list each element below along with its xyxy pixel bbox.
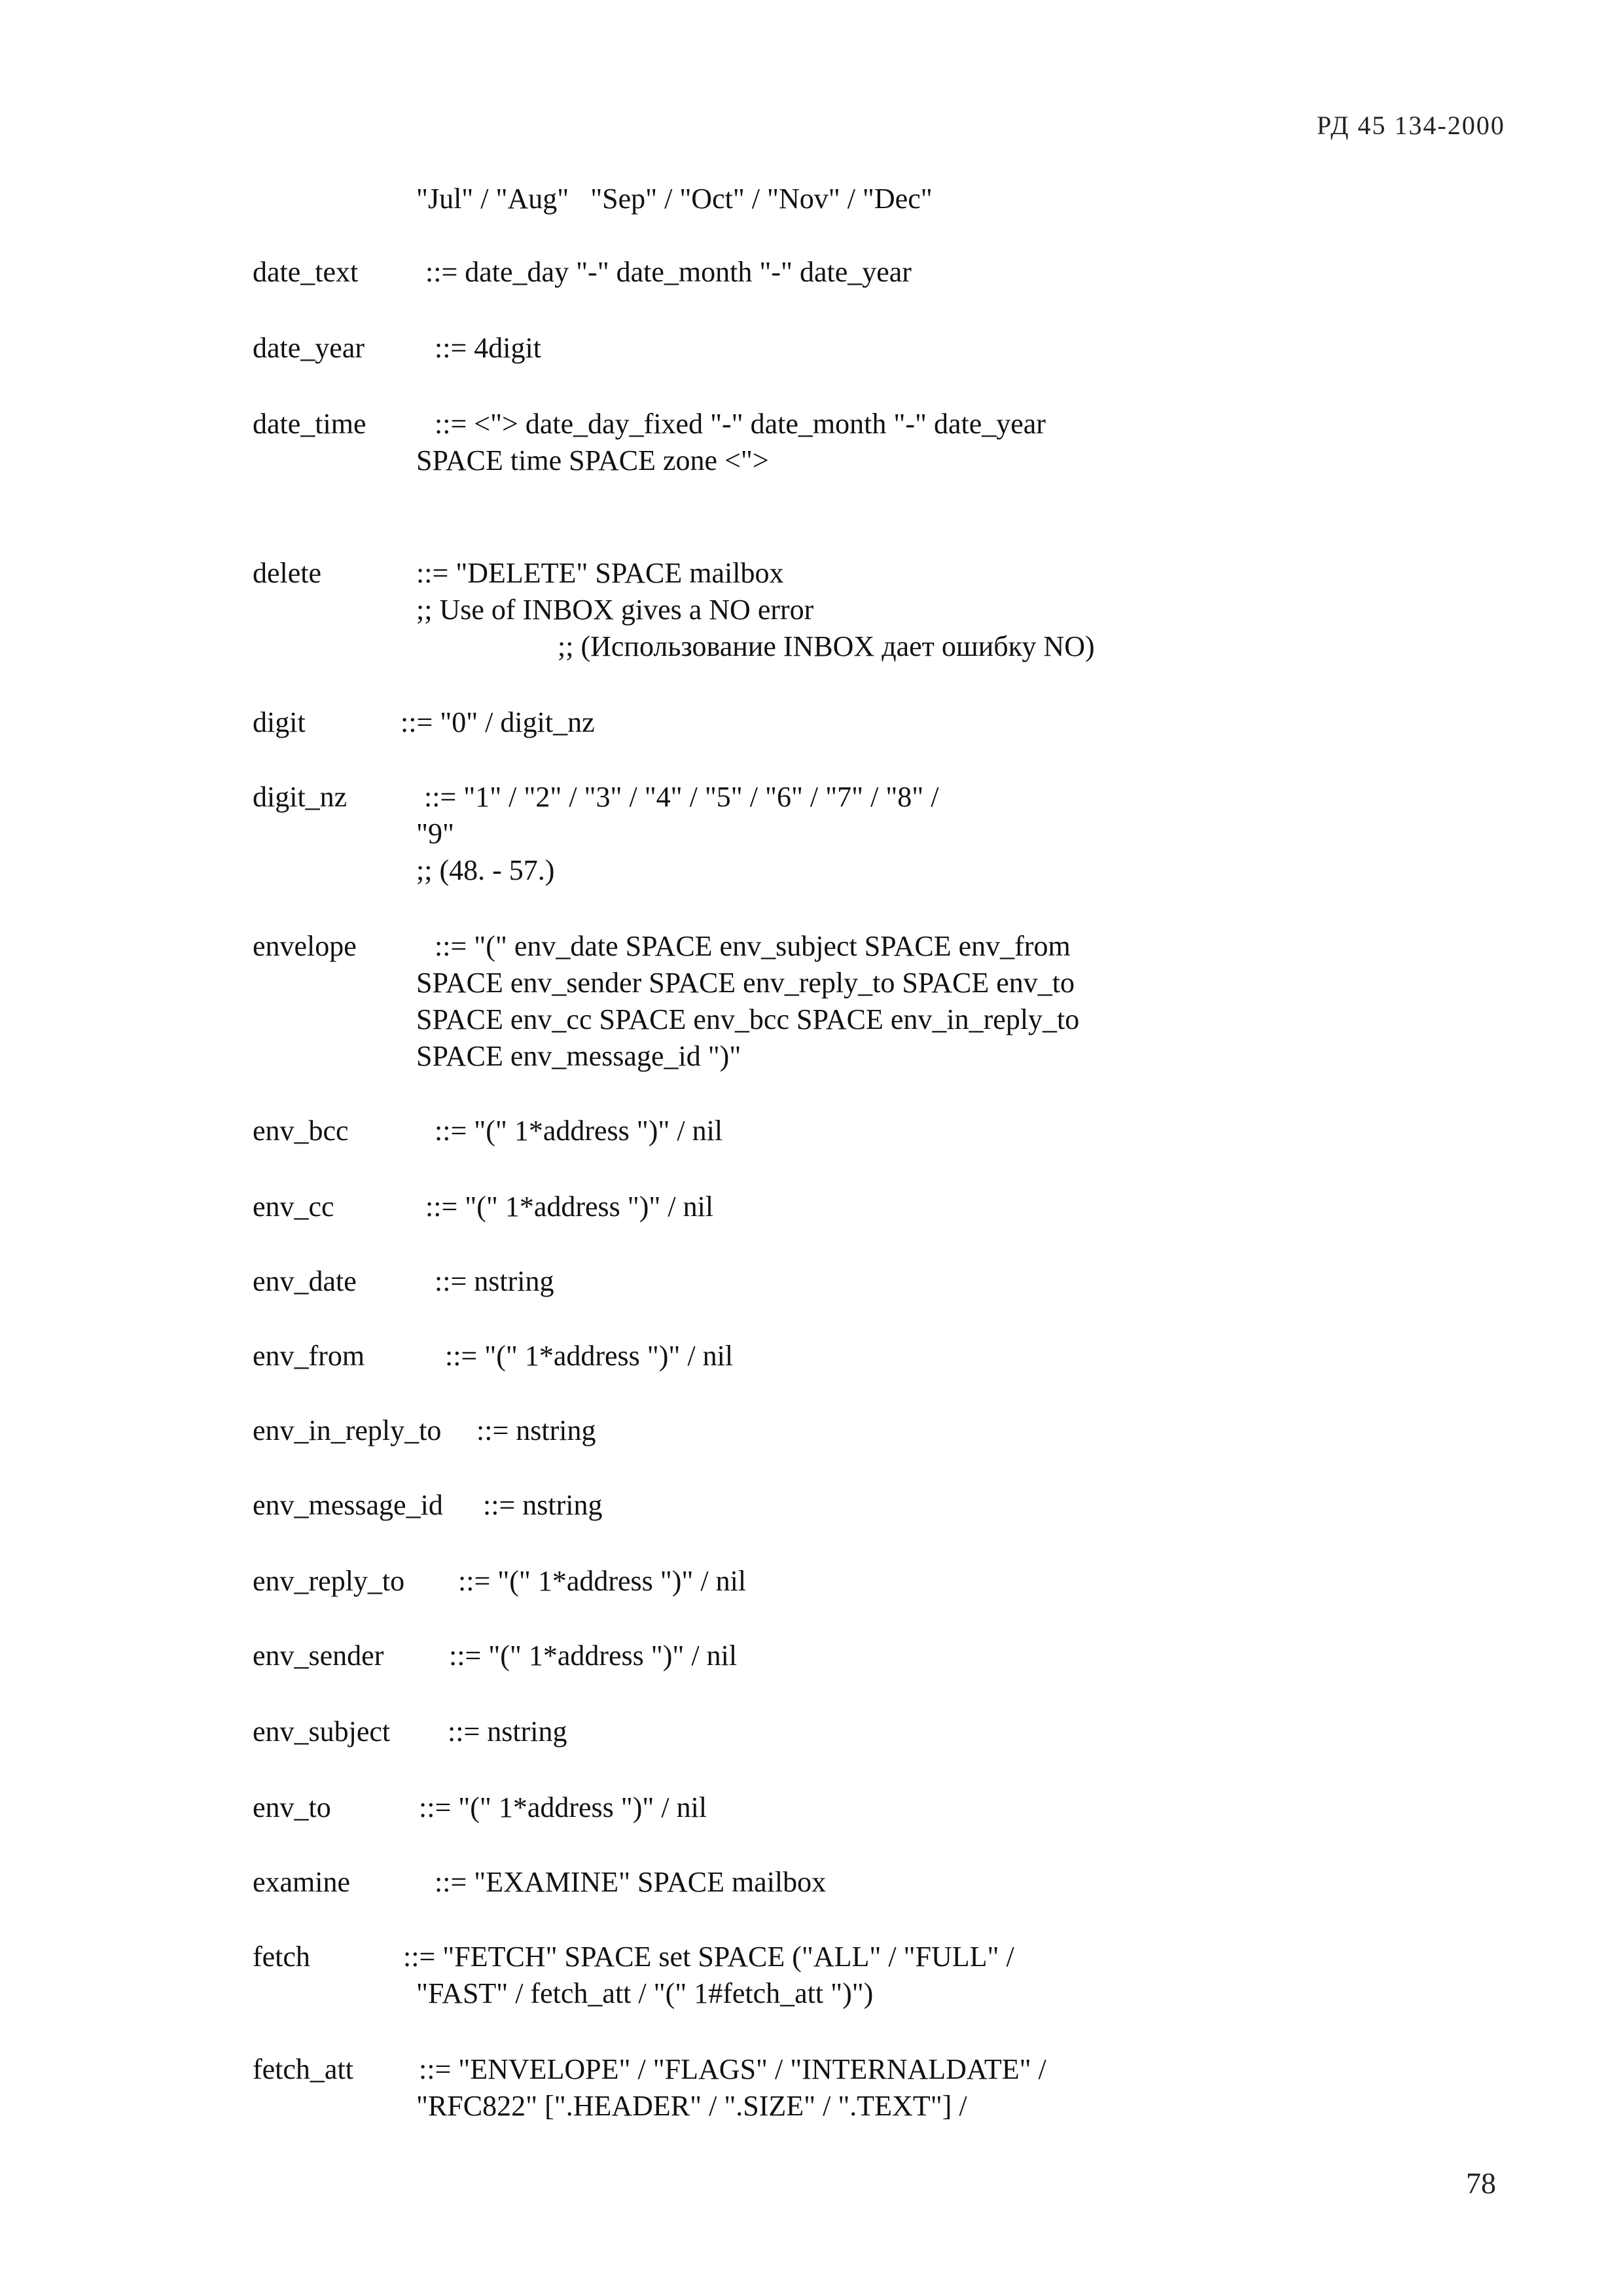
rule-definition: ::= date_day "-" date_month "-" date_year xyxy=(425,256,912,288)
rule-definition: ::= 4digit xyxy=(435,332,541,364)
rule-term: env_to xyxy=(253,1791,331,1823)
rule-definition: ::= nstring xyxy=(483,1489,603,1521)
rule-term: date_text xyxy=(253,256,359,288)
rule-definition: ::= "(" env_date SPACE env_subject SPACE env_from xyxy=(435,930,1071,962)
rule-term: env_message_id xyxy=(253,1489,443,1521)
rule-definition: "9" xyxy=(416,817,454,850)
rule-definition: ::= "ENVELOPE" / "FLAGS" / "INTERNALDATE" / xyxy=(419,2053,1046,2085)
rule-definition: ::= "(" 1*address ")" / nil xyxy=(435,1115,723,1147)
rule-definition: ::= "EXAMINE" SPACE mailbox xyxy=(435,1866,827,1898)
rule-term: env_subject xyxy=(253,1715,391,1748)
rule-definition: ::= "(" 1*address ")" / nil xyxy=(458,1565,747,1597)
page-number: 78 xyxy=(1466,2166,1496,2200)
rule-definition: ::= "0" / digit_nz xyxy=(401,706,595,738)
rule-term: digit_nz xyxy=(253,781,348,813)
rule-term: date_year xyxy=(253,332,365,364)
rule-definition: SPACE env_sender SPACE env_reply_to SPACE env_to xyxy=(416,967,1075,999)
rule-definition: ::= "DELETE" SPACE mailbox xyxy=(416,557,784,589)
document-header: РД 45 134-2000 xyxy=(1317,111,1505,140)
rule-term: env_date xyxy=(253,1265,357,1297)
rule-definition: ::= "1" / "2" / "3" / "4" / "5" / "6" / "7" / "8" / xyxy=(424,781,939,813)
rule-term: env_cc xyxy=(253,1191,334,1223)
rule-comment: ;; Use of INBOX gives a NO error xyxy=(416,594,814,626)
rule-definition: ::= nstring xyxy=(448,1715,567,1748)
rule-term: env_sender xyxy=(253,1640,384,1672)
rule-term: digit xyxy=(253,706,306,738)
rule-term: examine xyxy=(253,1866,351,1898)
rule-definition: ::= nstring xyxy=(435,1265,554,1297)
rule-comment: ;; (Использование INBOX дает ошибку NO) xyxy=(558,630,1095,662)
rule-term: env_bcc xyxy=(253,1115,349,1147)
rule-definition: ::= "(" 1*address ")" / nil xyxy=(445,1340,734,1372)
rule-term: delete xyxy=(253,557,322,589)
rule-definition: "RFC822" [".HEADER" / ".SIZE" / ".TEXT"] / xyxy=(416,2090,967,2122)
rule-definition: ::= "(" 1*address ")" / nil xyxy=(425,1191,714,1223)
rule-term: fetch_att xyxy=(253,2053,353,2085)
rule-term: env_reply_to xyxy=(253,1565,405,1597)
rule-definition: ::= "(" 1*address ")" / nil xyxy=(419,1791,707,1823)
rule-definition: ::= "FETCH" SPACE set SPACE ("ALL" / "FULL" / xyxy=(403,1941,1014,1973)
continuation-line: "Jul" / "Aug" "Sep" / "Oct" / "Nov" / "Dec" xyxy=(416,183,933,215)
rule-definition: SPACE time SPACE zone <"> xyxy=(416,444,769,476)
rule-term: date_time xyxy=(253,408,366,440)
rule-term: fetch xyxy=(253,1941,310,1973)
rule-definition: SPACE env_cc SPACE env_bcc SPACE env_in_reply_to xyxy=(416,1003,1080,1035)
rule-term: envelope xyxy=(253,930,357,962)
rule-definition: ::= <"> date_day_fixed "-" date_month "-" date_year xyxy=(435,408,1046,440)
rule-comment: ;; (48. - 57.) xyxy=(416,854,555,886)
rule-term: env_in_reply_to xyxy=(253,1414,442,1446)
rule-term: env_from xyxy=(253,1340,365,1372)
rule-definition: ::= nstring xyxy=(476,1414,596,1446)
rule-definition: ::= "(" 1*address ")" / nil xyxy=(449,1640,738,1672)
rule-definition: SPACE env_message_id ")" xyxy=(416,1040,741,1072)
rule-definition: "FAST" / fetch_att / "(" 1#fetch_att ")") xyxy=(416,1977,874,2009)
